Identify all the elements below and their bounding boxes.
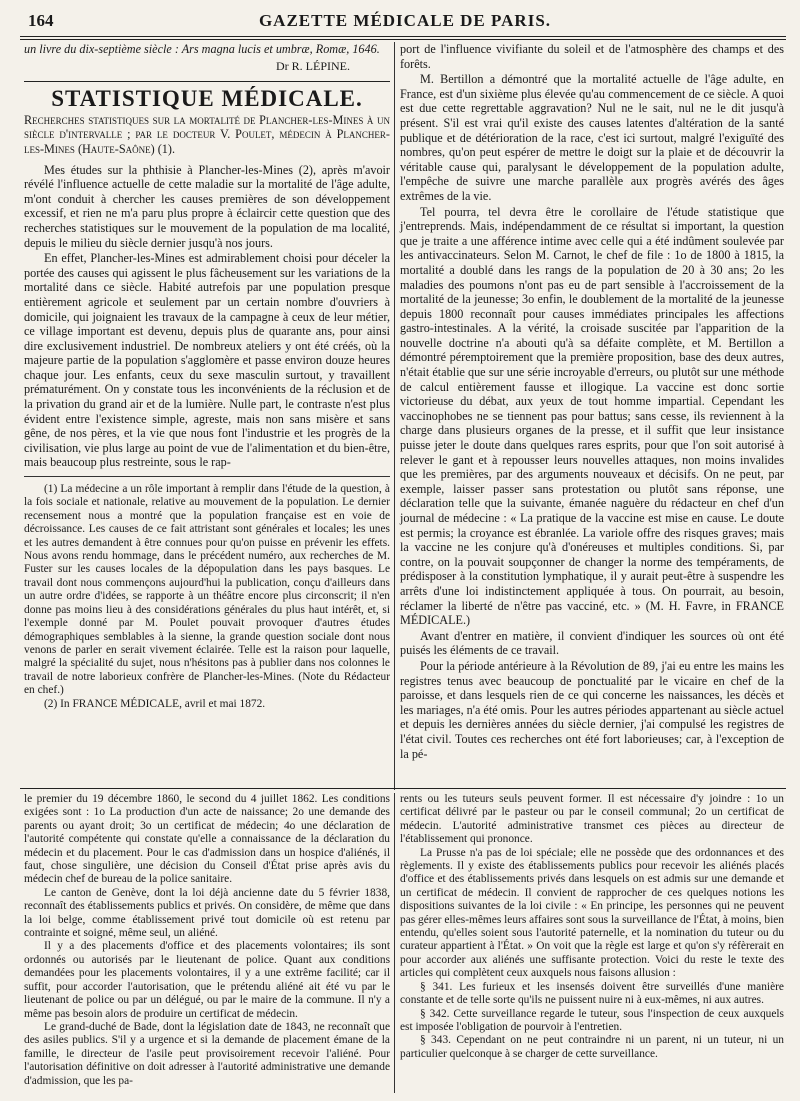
paragraph-r3: Avant d'entrer en matière, il convient d'indiquer les sources où ont été puisés les éléments de ce travail. — [400, 628, 784, 658]
article-subtitle: Recherches statistiques sur la mortalité de Plancher-les-Mines à un siècle d'intervalle ; par le docteur V. Poulet, médecin à Plancher-les-Mines (Haute-Saône) (1). — [24, 112, 390, 156]
bottom-column-divider — [394, 793, 395, 1093]
header-rule — [20, 36, 786, 40]
paragraph-bl3: Il y a des placements d'office et des placements volontaires; ils sont ordonnés ou autorisés par le lieutenant de police. Quant aux conditions demandées pour les placements volontaires, il y a une extrême facilité; car il suffit, pour accorder l'autorisation, que le prétendu aliéné ait été vu par le lieutenant de police ou par un délégué, ou par le maire de la commune. Il n'y a même pas besoin alors de produire un certificat de médecin. — [24, 940, 390, 1020]
running-title: GAZETTE MÉDICALE DE PARIS. — [258, 11, 552, 30]
paragraph-r1: M. Bertillon a démontré que la mortalité actuelle de l'âge adulte, en France, est d'un sixième plus élevée qu'au commencement de ce siècle. A quoi est due cette regrettable aggravation? Nul ne le sait, nul ne le dit jusqu'à présent. S'il est vrai qu'il existe des causes latentes d'altération de la santé publique et de détérioration de la race, c'est ici surtout, malgré l'exiguïté des nombres, qu'on peut espérer de mettre le doigt sur la plaie et de découvrir la véritable cause qui, paralysant le développement de la population adulte, l'empêche de suivre une marche parallèle aux progrès avérés des âges extrêmes de la vie. — [400, 72, 784, 203]
middle-rule — [20, 788, 786, 789]
paragraph-2: En effet, Plancher-les-Mines est admirablement choisi pour déceler la portée des causes qui agissent le plus fâcheusement sur les variations de la mortalité dans ce siècle. Habité autrefois par une population presque entièrement agricole et seulement par un certain nombre d'ouvriers à domicile, qui joignaient les travaux de la campagne à ceux de leur métier, ce village important est devenu, depuis plus de quarante ans, pour ainsi dire exclusivement industriel. De nombreux ateliers y ont été créés, où la majeure partie de la population s'agglomère et passe environ douze heures chaque jour. Les enfants, ceux du sexe masculin surtout, y travaillent prématurément. On y constate tous les inconvénients de la réclusion et de la privation du grand air et de la lumière. Nulle part, le contraste n'est plus évident entre l'existence simple, agreste, mais non sans misère et sans gêne, de nos pères, et la vie que nous font l'industrie et les progrès de la civilisation, vie plus large au point de vue de l'alimentation et du bien-être, mais beaucoup plus restreinte, sous le rap- — [24, 251, 390, 470]
paragraph-r0: port de l'influence vivifiante du soleil et de l'atmosphère des champs et des forêts. — [400, 42, 784, 71]
footnote-1: (1) La médecine a un rôle important à remplir dans l'étude de la question, à la fois sociale et nationale, relative au mouvement de la population. Le dernier recensement nous a montré que la population française est en voie de décroissance. Les causes de ce fait attristant sont générales et locales; les unes et les autres demandent à être connues pour qu'on puisse en prévenir les effets. Nous avons rendu hommage, dans le précédent numéro, aux recherches de M. Fuster sur les causes locales de la dépopulation dans les pays basques. Le travail dont nous commençons aujourd'hui la publication, conçu d'ailleurs dans un autre ordre d'idées, se rapporte à un théâtre encore plus circonscrit; il n'en donne pas moins lieu à des considérations générales du plus haut intérêt, et, si l'exemple donné par M. Poulet pouvait provoquer d'autres études démographiques semblables à la sienne, la grande question sociale dont nous venons de parler en serait vivement éclairée. Telle est la raison pour laquelle, malgré la spécialité du sujet, nous n'hésitons pas à publier dans nos colonnes le travail de notre laborieux confrère de Plancher-les-Mines. (Note du Rédacteur en chef.) — [24, 483, 390, 697]
paragraph-bl4: Le grand-duché de Bade, dont la législation date de 1843, ne reconnaît que des asiles publics. S'il y a urgence et si la demande de placement émane de la famille, le directeur de l'asile peut provisoirement recevoir l'aliéné. Pour l'autorisation définitive on doit adresser à l'autorité administrative une demande d'admission, que les pa- — [24, 1020, 390, 1087]
left-column-top — [24, 42, 390, 711]
right-column-top — [400, 42, 784, 761]
page-header — [28, 8, 782, 34]
paragraph-r2: Tel pourra, tel devra être le corollaire de l'étude statistique que j'entreprends. Mais, indépendamment de ce résultat si important, la question que je traite a une afférence intime avec celle qui a été indûment soulevée par les antivaccinateurs. Selon M. Carnot, le chef de file : 1o de 1800 à 1815, la mortalité a doublé dans les rangs de la population de 20 à 30 ans; 2o les maladies des poumons n'ont pas eu de part sensible à l'accroissement de la mortalité de la jeunesse; 3o enfin, le doublement de la mortalité de la jeunesse depuis 1800 reconnaît pour causes immédiates principales les affections gastro-intestinales. A la vérité, la croisade suscitée par l'apparition de la nouvelle doctrine n'a abouti qu'à sa défaite complète, et M. Bertillon a démontré péremptoirement que la première proposition, base des deux autres, n'était établie que sur une série incroyable d'erreurs, ou plutôt sur une méthode de calcul entièrement fausse et illogique. La vaccine est donc sortie victorieuse du débat, aux yeux de tout homme impartial. Cependant les vaccinophobes ne se tiennent pas pour battus; sans cesse, ils reviennent à la charge dans plusieurs organes de la presse, et il suffit que leur insistance puisse jeter le doute dans quelques rares esprits, pour que l'on soit autorisé à relever le gant et à repousser leurs nouvelles attaques, non moins invalides que les premières, par des arguments nouveaux et décisifs. On ne peut, par exemple, laisser passer sans protestation ou plutôt sans réponse, une déclaration telle que la suivante, émanée naguère du rédacteur en chef d'un journal de médecine : « La pratique de la vaccine est mise en cause. Le doute est permis; la croyance est ébranlée. La variole offre des risques graves; mais la vaccine ne les conjure qu'à d'onéreuses et multiples conditions. Si, par contre, on la pouvait soupçonner de changer la norme des tempéraments, de prédisposer à la constitution lymphatique, il y aurait peut-être à suspendre les arrêts d'une loi indistinctement appliquée à tous. On pourrait, au besoin, réclamer la liberté de n'être pas vacciné, etc. » (M. H. Favre, in FRANCE MÉDICALE.) — [400, 204, 784, 628]
paragraph-br3: § 341. Les furieux et les insensés doivent être surveillés d'une manière constante et de telle sorte qu'ils ne puissent nuire ni à eux-mêmes, ni aux autres. — [400, 980, 784, 1007]
bottom-right-column — [400, 793, 784, 1061]
bottom-left-column — [24, 793, 390, 1088]
section-title: STATISTIQUE MÉDICALE. — [51, 86, 363, 112]
paragraph-br2: La Prusse n'a pas de loi spéciale; elle ne possède que des ordonnances et des règlements. Il y existe des établissements publics pour recevoir les aliénés placés d'office et des établissements privés dans lesquels on est admis sur une demande et un certificat de médecin. Il convient de rapprocher de ces quelques notions les dispositions suivantes de la loi civile : « En principe, les personnes qui ne peuvent pas gérer elles-mêmes leurs affaires sont sous la surveillance de l'État, à moins, bien entendu, qu'elles soient sous l'autorité paternelle, et la nomination du tuteur ou du curateur appartient à l'État. » On voit que la règle est large et qu'on s'y réfèrerait en pour accorder aux aliénés une suffisante protection. Voici du reste le texte des articles qui complètent ceux auxquels nous faisons allusion : — [400, 846, 784, 980]
paragraph-r4: Pour la période antérieure à la Révolution de 89, j'ai eu entre les mains les registres tenus avec beaucoup de ponctualité par le vicaire en chef de la paroisse, et dans lesquels rien de ce qui concerne les naissances, les décès et les mariages, n'a été omis. Pour les autres périodes appartenant au siècle actuel et depuis les dernières années du siècle dernier, j'ai compulsé les registres de l'état civil. Toutes ces recherches ont été fort laborieuses; car, à l'exception de la pé- — [400, 658, 784, 761]
paragraph-bl2: Le canton de Genève, dont la loi déjà ancienne date du 5 février 1838, reconnaît des établissements publics et privés. On considère, de même que dans la loi belge, comme établissement privé tout domicile où est retenu par contrainte et soigné, même seul, un aliéné. — [24, 886, 390, 940]
paragraph-br1: rents ou les tuteurs seuls peuvent former. Il est nécessaire d'y joindre : 1o un certificat délivré par le pasteur ou par le conseil communal; 2o un certificat de médecin. L'autorité administrative transmet ces pièces au directeur de l'établissement qui prononce. — [400, 793, 784, 846]
paragraph-br4: § 342. Cette surveillance regarde le tuteur, sous l'inspection de ceux auxquels est imposée l'obligation de pourvoir à l'entretien. — [400, 1007, 784, 1033]
signature: Dr R. LÉPINE. — [276, 58, 350, 73]
section-separator — [24, 81, 390, 82]
column-divider — [394, 42, 395, 790]
paragraph-1: Mes études sur la phthisie à Plancher-les-Mines (2), après m'avoir révélé l'influence actuelle de cette maladie sur la mortalité de l'âge adulte, m'ont conduit à chercher les causes premières de son développement excessif, et rien ne m'a paru plus propre à éclaircir cette question que des recherches statistiques sur le mouvement de la population de ma localité, depuis le milieu du siècle dernier jusqu'à nos jours. — [24, 162, 390, 250]
intro-line: un livre du dix-septième siècle : Ars magna lucis et umbræ, Romæ, 1646. — [24, 42, 380, 56]
paragraph-bl1: le premier du 19 décembre 1860, le second du 4 juillet 1862. Les conditions exigées sont : 1o La production d'un acte de naissance; 2o une demande des parents ou ayant droit; 3o un certificat de médecin; 4o une déclaration de l'autorité compétente qui constate qu'elle a connaissance de la déclaration du médecin et du placement. Pour le cas d'admission dans un hospice d'aliénés, il faut, chose singulière, une décision du Conseil d'État prise après avis du médecin chef de bureau de la police sanitaire. — [24, 793, 390, 886]
footnote-separator — [24, 476, 390, 477]
footnote-2: (2) In FRANCE MÉDICALE, avril et mai 1872. — [44, 697, 266, 710]
page-number: 164 — [28, 11, 54, 30]
paragraph-br5: § 343. Cependant on ne peut contraindre ni un parent, ni un tuteur, ni un particulier quelconque à se charger de cette surveillance. — [400, 1034, 784, 1060]
